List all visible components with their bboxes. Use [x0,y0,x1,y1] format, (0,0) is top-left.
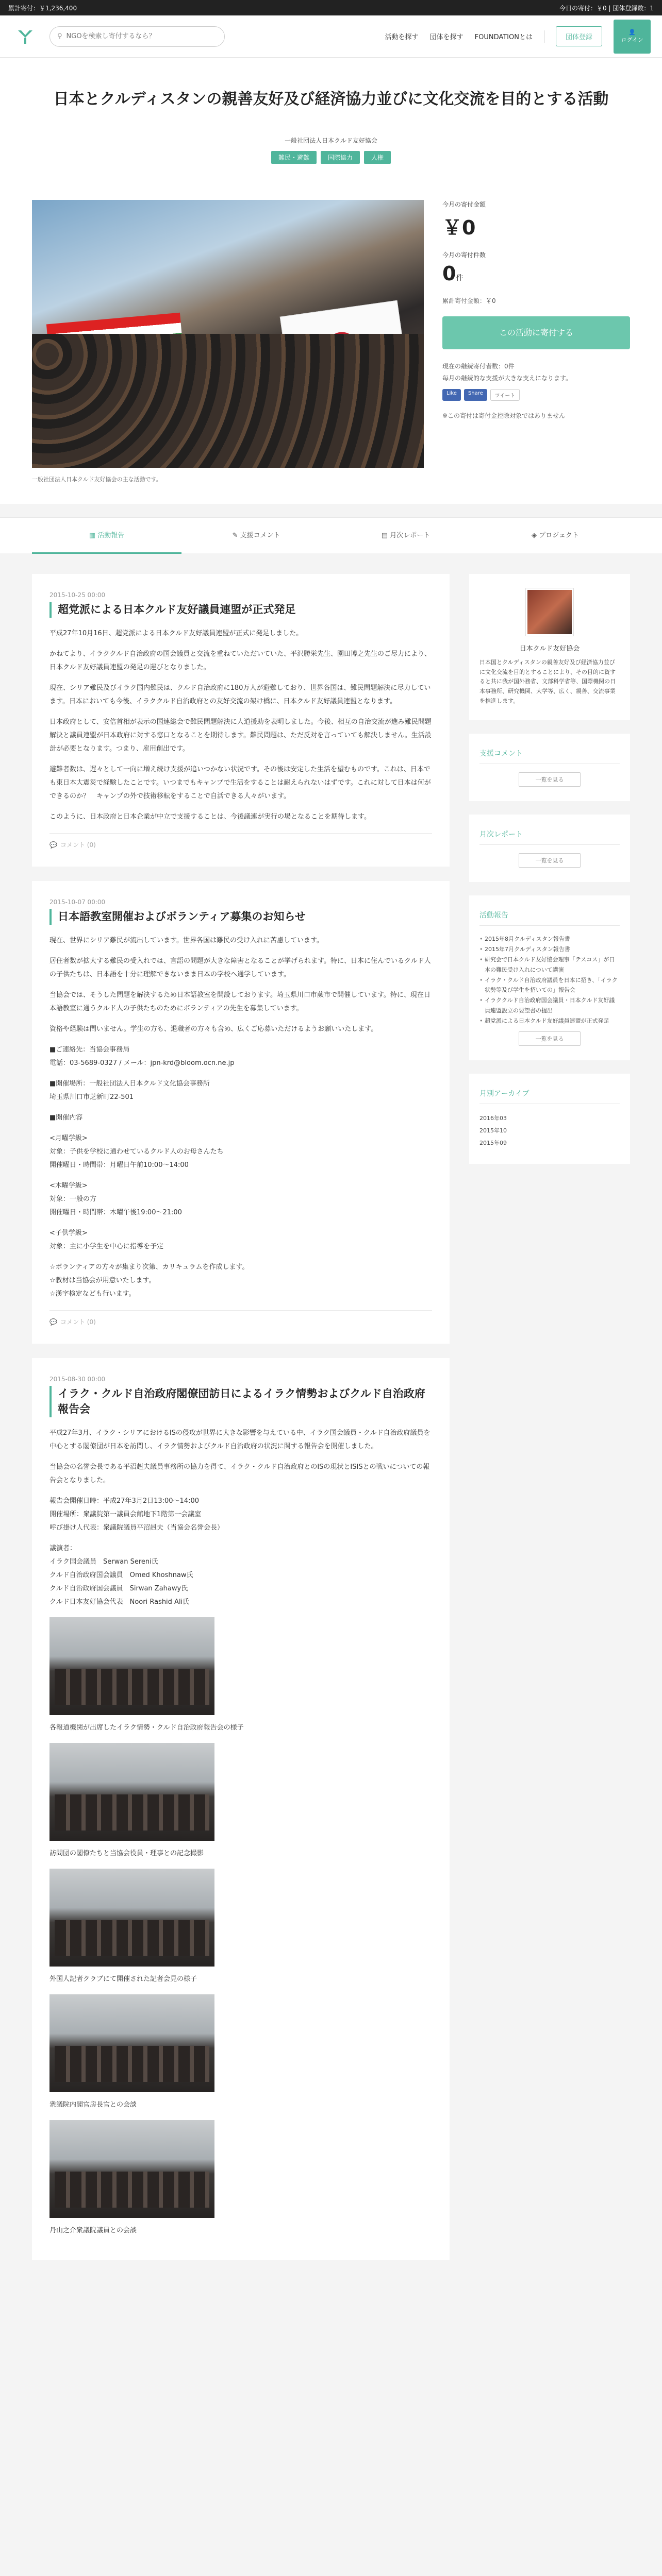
monthly-reports-box [469,815,630,882]
top-status-bar: 累計寄付：￥1,236,400 今日の寄付：￥0 | 団体登録数：1 [0,0,662,15]
login-button[interactable] [614,20,651,54]
page-title: 日本とクルディスタンの親善友好及び経済協力並びに文化交流を目的とする活動 [53,90,609,108]
list-item[interactable]: 2015年09 [479,1139,507,1146]
view-all-button[interactable]: 一覧を見る [519,772,581,787]
monthly-reports-title: 月次レポート [479,829,620,845]
recurring-note: 毎月の継続的な支援が大きな支えになります。 [442,374,572,382]
report-paragraph: 報告会開催日時：平成27年3月2日13:00〜14:00 開催場所：衆議院第一議員会館地下1階第一会議室 呼び掛け人代表：衆議院議員平沼赳夫（当協会名誉会長） [49,1497,224,1532]
hero-caption: 一般社団法人日本クルド友好協会の主な活動です。 [32,476,162,483]
monthly-amount-label: 今月の寄付金額 [442,201,486,208]
sidebar [469,574,630,2275]
monthly-archive-box [469,1074,630,1164]
report-photo [49,1743,214,1841]
activity-report-list [479,934,620,1026]
list-item[interactable]: • 2015年7月クルディスタン報告書 [479,944,620,955]
tab-activity-reports[interactable]: ▦ 活動報告 [32,518,181,554]
crowd [32,334,424,468]
tab-projects[interactable]: ◈ プロジェクト [532,531,579,539]
report-paragraph: 避難者数は、遅々として一向に増え続け支援が追いつかない状況です。その後は安定した生活を望むものです。これは、日本でも東日本大震災で経験したことです。いつまでもキャンプで生活をすることは耐えられないはずです。これに対して日本は何ができるのか？ キャンプの外で技術移転をすることで自活できる人々がいます。 [49,765,431,800]
search-icon: ⚲ [57,32,62,40]
monthly-amount-value: ￥0 [442,216,476,239]
nav-find-orgs[interactable]: 団体を探す [429,33,464,41]
facebook-like-button[interactable]: Like [442,389,461,401]
report-paragraph: 平成27年3月、イラク・シリアにおけるISの侵攻が世界に大きな影響を与えている中、イラク国会議員・クルド自治政府議員を中心とする閣僚団が日本を訪問し、イラク情勢およびクルド自治政府の状況に関する報告会を開催しました。 [49,1429,431,1450]
report-paragraph: 当協会では、そうした問題を解決するため日本語教室を開設しております。埼玉県川口市蕨市で開催しています。特に、現在日本語教室に通うクルド人の子供たちのためにボランティアの先生を募集しています。 [49,991,431,1012]
report-title[interactable]: 超党派による日本クルド友好議員連盟が正式発足 [49,602,432,617]
tag[interactable]: 人権 [364,151,391,164]
monthly-count-value: 0 [442,262,456,285]
today-donations: 今日の寄付：￥0 [559,4,607,12]
monthly-count-label: 今月の寄付件数 [442,251,486,259]
comment-count[interactable]: 💬 コメント (0) [49,833,432,851]
report-card [32,574,450,867]
report-paragraph: ■開催場所：一般社団法人日本クルド文化協会事務所 埼玉県川口市芝新町22-501 [49,1079,210,1101]
total-donations: 累計寄付：￥1,236,400 [8,4,77,12]
report-paragraph: 平成27年10月16日、超党派による日本クルド友好議員連盟が正式に発足しました。 [49,629,303,637]
tax-note: ※この寄付は寄付金控除対象ではありません [442,412,566,420]
list-item[interactable]: • 研究会で日本クルド友好協会理事「テスコス」が日本の難民受け入れについて講演 [479,955,620,975]
facebook-share-button[interactable]: Share [464,389,487,401]
org-avatar[interactable] [526,588,573,636]
list-item[interactable]: • イラク・クルド自治政府議員を日本に招き、「イラク状勢等及び学生を招いての」報告会 [479,975,620,996]
report-paragraph: 現在、シリア難民及びイラク国内難民は、クルド自治政府に180万人が避難しており、世界各国は、難民問題解決に尽力しています。日本においても今後、イラククルド自治政府との友好交流の架け橋に、日本クルド友好議員連盟となります。 [49,684,431,705]
report-paragraph: <木曜学級> 対象：一般の方 開催曜日・時間帯：木曜午後19:00〜21:00 [49,1181,182,1216]
report-title[interactable]: イラク・クルド自治政府閣僚団訪日によるイラク情勢およびクルド自治政府報告会 [49,1386,432,1417]
report-date: 2015-08-30 00:00 [49,1375,106,1383]
archive-list [479,1112,620,1150]
report-paragraph: <月曜学級> 対象：子供を学校に通わせているクルド人のお母さんたち 開催曜日・時間帯：月曜日午前10:00〜14:00 [49,1134,224,1169]
hero-body [32,200,630,468]
project-hero [0,58,662,504]
total-amount: 累計寄付金額：￥0 [442,297,496,304]
report-paragraph: ☆ボランティアの方々が集まり次第、カリキュラムを作成します。 ☆教材は当協会が用意いたします。 ☆漢字検定なども行います。 [49,1263,249,1298]
register-button[interactable]: 団体登録 [556,26,602,46]
report-paragraph: 当協会の名誉会長である平沼赳夫議員事務所の協力を得て、イラク・クルド自治政府とのISの現状とISISとの戦いについての報告会となりました。 [49,1463,430,1484]
report-photo [49,1617,214,1715]
view-all-button[interactable]: 一覧を見る [519,1031,581,1046]
photo-caption: 訪問団の閣僚たちと当協会役員・理事との記念撮影 [49,1849,204,1857]
tweet-button[interactable]: ツイート [490,389,520,401]
report-date: 2015-10-25 00:00 [49,591,106,599]
user-icon: 👤 [628,29,636,36]
support-comments-box [469,734,630,801]
logo-icon [15,26,36,47]
list-item[interactable]: • 超党派による日本クルド友好議員連盟が正式発足 [479,1016,620,1026]
report-card [32,881,450,1344]
list-item[interactable]: 2016年03 [479,1114,507,1122]
monthly-archive-title: 月別アーカイブ [479,1088,620,1104]
report-photo [49,1994,214,2092]
report-paragraph: 日本政府として、安倍首相が表示の国連総会で難民問題解決に人道援助を表明しました。今後、相互の自治交流が進み難民問題解決と議員連盟が日本政府に対する窓口となることを期待します。難民問題は、ただ反対を言っていても解決しません。生活設計が必要となります。つまり、雇用創出です。 [49,718,432,753]
list-item[interactable]: • イラククルド自治政府国会議員・日本クルド友好議員連盟設立の要望書の提出 [479,995,620,1016]
nav-find-activities[interactable]: 活動を探す [385,33,419,41]
report-card [32,1358,450,2260]
section-tabs [0,517,662,553]
nav-about[interactable]: FOUNDATIONとは [474,33,533,41]
report-photo [49,2120,214,2218]
login-label: ログイン [621,37,643,43]
report-paragraph: 議演者： イラク国会議員 Serwan Sereni氏 クルド自治政府国会議員 Omed Khoshnaw氏 クルド自治政府国会議員 Sirwan Zahawy氏 クルド日本友好協会代表 Noori Rashid Ali氏 [49,1544,193,1606]
tag[interactable]: 国際協力 [321,151,360,164]
hero-image [32,200,424,468]
tag-list [0,151,662,164]
org-count: 団体登録数：1 [613,4,654,12]
main-nav [385,20,651,54]
site-logo[interactable] [11,23,39,50]
search-input[interactable] [67,32,217,40]
photo-caption: 各報道機関が出席したイラク情勢・クルド自治政府報告会の様子 [49,1723,244,1732]
report-date: 2015-10-07 00:00 [49,898,106,906]
org-link[interactable]: 一般社団法人日本クルド友好協会 [285,137,377,144]
report-title[interactable]: 日本語教室開催およびボランティア募集のお知らせ [49,909,432,924]
org-profile [469,574,630,720]
org-name[interactable]: 日本クルド友好協会 [519,645,580,653]
report-paragraph: 現在、世界にシリア難民が流出しています。世界各国は難民の受け入れに苦慮しています。 [49,936,323,944]
photo-caption: 衆議院内閣官房長官との会談 [49,2100,137,2109]
search-bar[interactable] [49,26,225,47]
list-item[interactable]: • 2015年8月クルディスタン報告書 [479,934,620,944]
support-comments-title: 支援コメント [479,748,620,764]
report-photo [49,1869,214,1967]
donate-button[interactable]: この活動に寄付する [442,316,630,349]
recurring-count: 現在の継続寄付者数：0件 [442,362,515,370]
list-item[interactable]: 2015年10 [479,1127,507,1134]
org-description: 日本国とクルディスタンの親善友好及び経済協力並びに文化交流を目的とすることにより、その目的に資すると共に我が国外務省、文部科学省等、国際機関の日本事務所、研究機関、大学等、広く、親善、交流事業を推進します。 [479,659,616,704]
activity-reports-box [469,895,630,1060]
tab-monthly-reports[interactable]: ▤ 月次レポート [381,531,431,539]
report-paragraph: このように、日本政府と日本企業が中立で支援することは、今後議連が実行の場となることを期待します。 [49,812,371,821]
comment-icon: 💬 [49,1318,57,1326]
photo-caption: 丹山之介衆議院議員との会談 [49,2226,137,2234]
report-paragraph: かねてより、イラククルド自治政府の国会議員と交流を重ねていただいていた、平沢勝栄先生、園田博之先生のご尽力により、日本クルド友好議員連盟の発足の運びとなりました。 [49,650,431,671]
tab-support-comments[interactable]: ✎ 支援コメント [232,531,280,539]
report-paragraph: 資格や経験は問いません。学生の方も、退職者の方々も含め、広くご応募いただけるようお願いいたします。 [49,1025,378,1033]
photo-caption: 外国人記者クラブにて開催された記者会見の様子 [49,1975,197,1983]
donation-panel [442,200,630,468]
report-paragraph: <子供学級> 対象：主に小学生を中心に指導を予定 [49,1229,164,1250]
site-header [0,15,662,58]
report-paragraph: ■ご連絡先：当協会事務局 電話：03-5689-0327 / メール：jpn-krd@bloom.ocn.ne.jp [49,1045,235,1067]
monthly-count-unit: 件 [456,274,464,282]
report-list [32,574,450,2275]
monthly-count [442,262,630,285]
report-paragraph: ■開催内容 [49,1113,83,1122]
activity-reports-title: 活動報告 [479,910,620,926]
comment-icon: 💬 [49,841,57,849]
comment-count[interactable]: 💬 コメント (0) [49,1310,432,1328]
view-all-button[interactable]: 一覧を見る [519,853,581,868]
report-paragraph: 居住者数が拡大する難民の受入れでは、言語の問題が大きな障害となることが挙げられます。特に、日本に住んでいるクルド人の子供たちは、日本語を十分に理解できないまま日本の学校へ通学しています。 [49,957,431,978]
social-buttons [442,389,630,401]
tag[interactable]: 難民・避難 [271,151,317,164]
content-area [32,574,630,2275]
